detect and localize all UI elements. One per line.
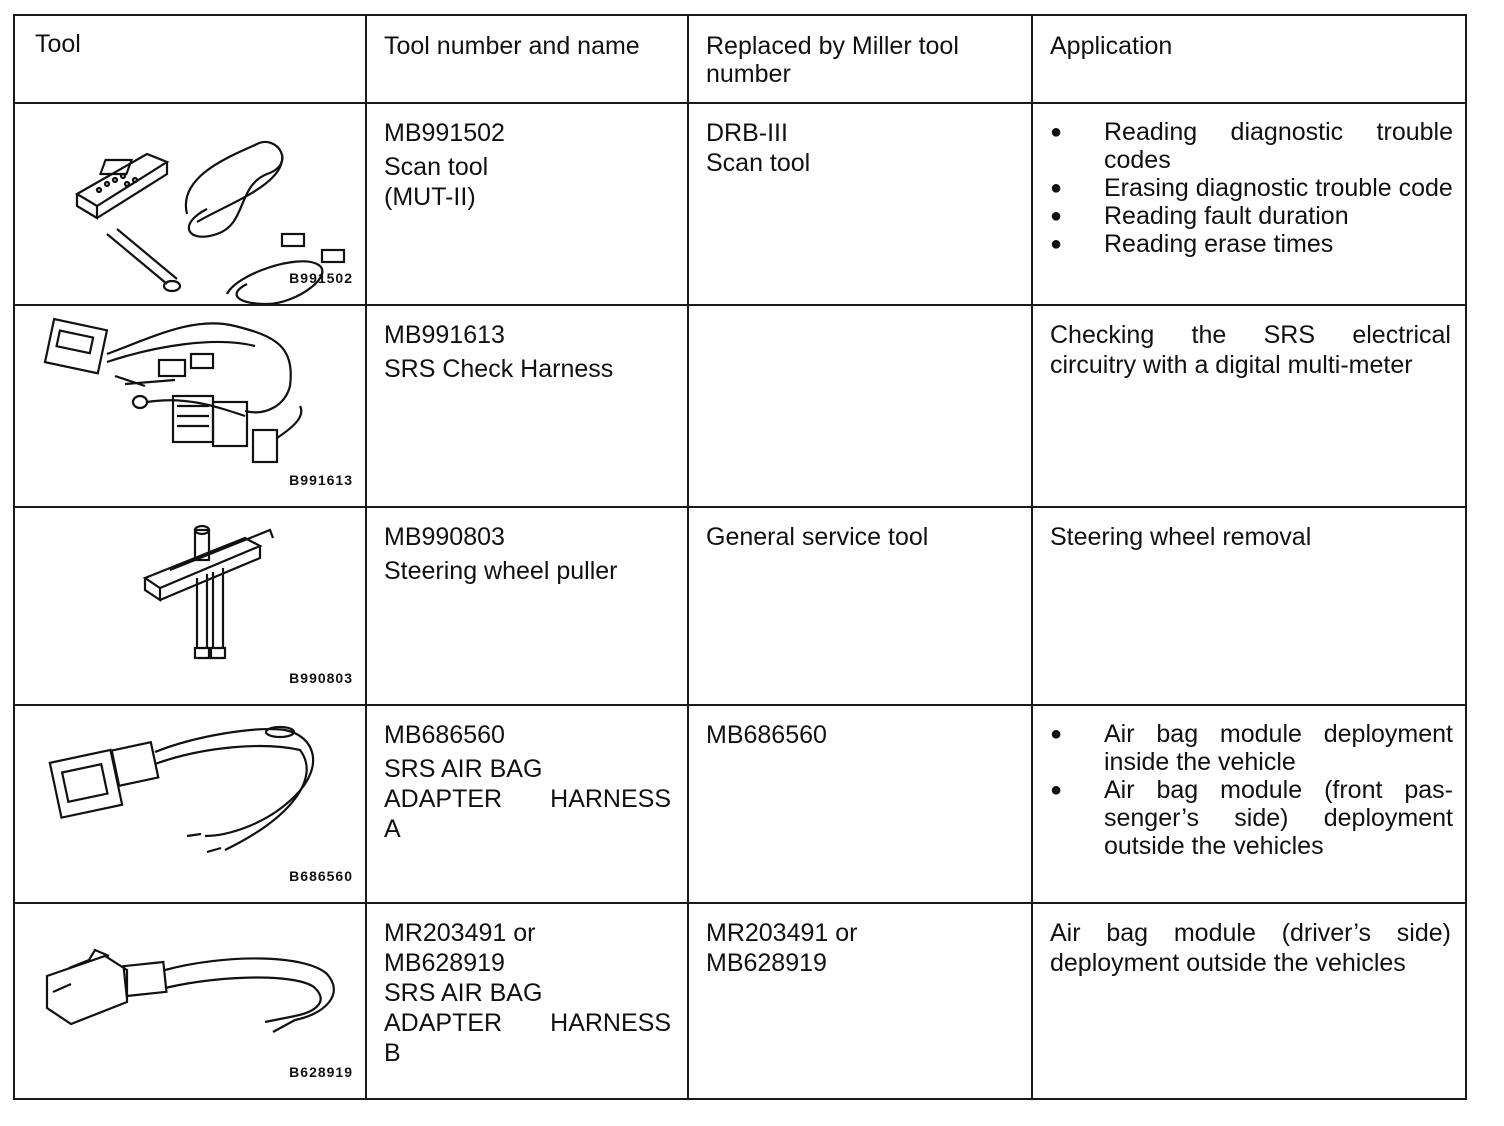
tool-figure-cell [14, 705, 366, 903]
application-bullet-list [1050, 118, 1453, 258]
miller-number-cell: MB686560 [688, 705, 1032, 903]
tool-figure-cell [14, 507, 366, 705]
header-tool-number-name: Tool number and name [366, 15, 688, 103]
application-cell [1032, 705, 1466, 903]
header-tool: Tool [14, 15, 366, 103]
figure-label: B990803 [289, 670, 353, 686]
application-bullet: ● Reading diagnostic trouble codes [1050, 118, 1453, 174]
miller-number-cell: DRB-III Scan tool [688, 103, 1032, 305]
tool-number-name-cell: MB991502 Scan tool (MUT-II) [366, 103, 688, 305]
application-bullet: ● Air bag module deployment inside the vehicle [1050, 720, 1453, 776]
tool-figure-cell [14, 305, 366, 507]
application-cell [1032, 903, 1466, 1099]
table-row [14, 507, 1466, 705]
application-bullet: ● Air bag module (front pas-senger’s side) deployment outside the vehicles [1050, 776, 1453, 860]
figure-label: B991502 [289, 270, 353, 286]
application-bullet: ● Reading erase times [1050, 230, 1453, 258]
application-bullet: ● Reading fault duration [1050, 202, 1453, 230]
tool-number-name-cell: MR203491 or MB628919 SRS AIR BAG ADAPTER HARNESS B [366, 903, 688, 1099]
header-row [14, 15, 1466, 103]
figure-label: B686560 [289, 868, 353, 884]
tool-number-name-cell: MB686560 SRS AIR BAG ADAPTER HARNESS A [366, 705, 688, 903]
tool-number-name-cell: MB990803 Steering wheel puller [366, 507, 688, 705]
miller-number-cell [688, 305, 1032, 507]
application-text: Air bag module (driver’s side) deployment outside the vehicles [1050, 919, 1451, 977]
miller-number-cell: MR203491 or MB628919 [688, 903, 1032, 1099]
header-application: Application [1032, 15, 1466, 103]
application-cell [1032, 305, 1466, 507]
special-tools-table [13, 14, 1467, 1100]
table-row [14, 305, 1466, 507]
table-row [14, 705, 1466, 903]
application-text: Steering wheel removal [1050, 523, 1312, 551]
tool-figure-cell [14, 903, 366, 1099]
table-row [14, 903, 1466, 1099]
header-miller-number: Replaced by Miller tool number [688, 15, 1032, 103]
application-cell [1032, 507, 1466, 705]
miller-number-cell: General service tool [688, 507, 1032, 705]
tool-number-name-cell: MB991613 SRS Check Harness [366, 305, 688, 507]
figure-label: B991613 [289, 472, 353, 488]
application-bullet: ● Erasing diagnostic trouble code [1050, 174, 1453, 202]
application-text: Checking the SRS electrical circuitry with a digital multi-meter [1050, 321, 1451, 379]
application-bullet-list [1050, 720, 1453, 860]
table-row [14, 103, 1466, 305]
figure-label: B628919 [289, 1064, 353, 1080]
application-cell [1032, 103, 1466, 305]
tool-figure-cell [14, 103, 366, 305]
